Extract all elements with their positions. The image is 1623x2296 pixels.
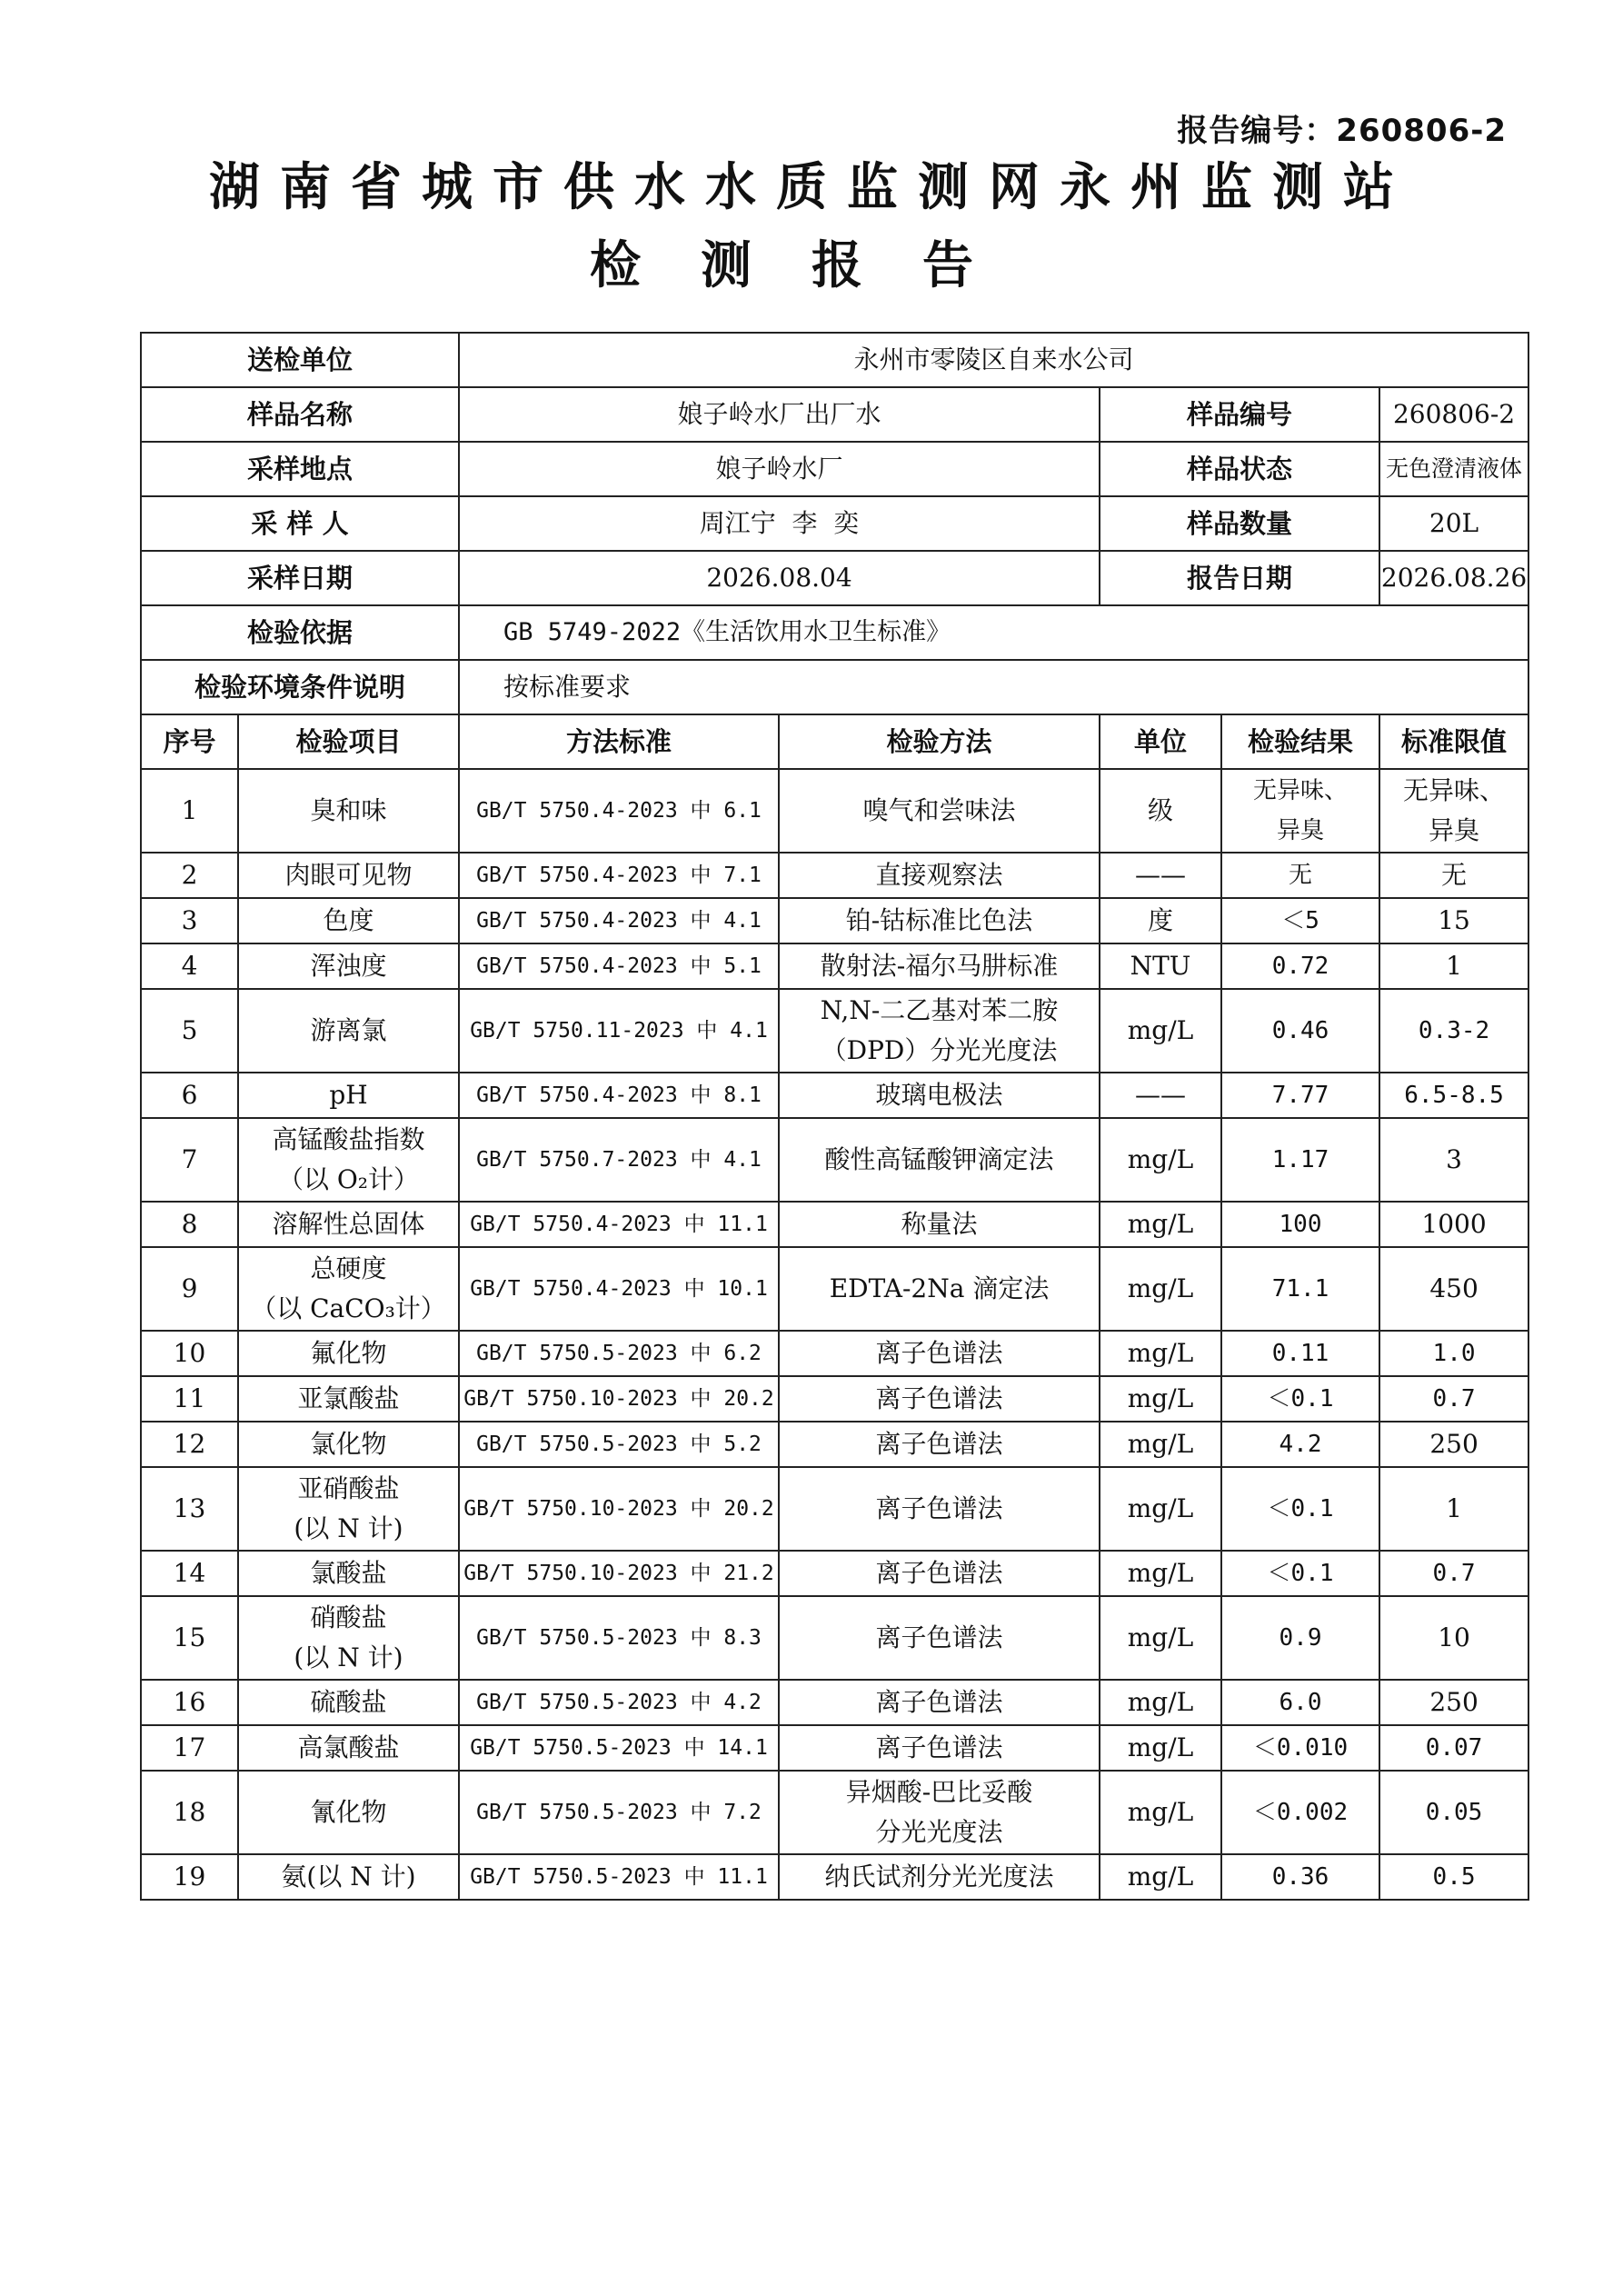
standard-limit: 15 [1379,898,1528,943]
test-result: 0.72 [1221,943,1379,989]
method-standard: GB/T 5750.5-2023 中 4.2 [459,1680,779,1725]
unit: mg/L [1100,1725,1221,1771]
method-standard: GB/T 5750.10-2023 中 20.2 [459,1467,779,1551]
report-number: 报告编号：260806-2 [1177,113,1507,149]
test-item: 游离氯 [238,989,459,1073]
unit: 度 [1100,898,1221,943]
row-number: 14 [141,1551,238,1596]
method-standard: GB/T 5750.5-2023 中 6.2 [459,1331,779,1376]
unit: mg/L [1100,1854,1221,1900]
table-row [141,1771,1528,1854]
test-method: 离子色谱法 [779,1596,1100,1680]
standard-limit: 0.3-2 [1379,989,1528,1073]
table-row [141,769,1528,853]
method-standard: GB/T 5750.4-2023 中 8.1 [459,1073,779,1118]
standard-limit: 无异味、 异臭 [1379,769,1528,853]
test-item: 氰化物 [238,1771,459,1854]
quantity-value: 20L [1379,496,1528,551]
test-result: 0.9 [1221,1596,1379,1680]
basis-label: 检验依据 [141,605,459,660]
method-standard: GB/T 5750.7-2023 中 4.1 [459,1118,779,1202]
standard-limit: 3 [1379,1118,1528,1202]
test-item: 亚氯酸盐 [238,1376,459,1422]
report-title: 湖南省城市供水水质监测网永州监测站 [209,158,1414,217]
test-result: 无异味、 异臭 [1221,769,1379,853]
method-standard: GB/T 5750.4-2023 中 5.1 [459,943,779,989]
standard-limit: 250 [1379,1680,1528,1725]
test-result: ＜0.1 [1221,1467,1379,1551]
test-result: ＜5 [1221,898,1379,943]
test-method: 直接观察法 [779,853,1100,898]
unit: mg/L [1100,1331,1221,1376]
unit: mg/L [1100,1596,1221,1680]
table-row [141,1247,1528,1331]
test-method: N,N-二乙基对苯二胺 （DPD）分光光度法 [779,989,1100,1073]
test-result: ＜0.1 [1221,1551,1379,1596]
client-label: 送检单位 [141,333,459,387]
test-item: 氨(以 N 计) [238,1854,459,1900]
test-item: 硫酸盐 [238,1680,459,1725]
sampler-value: 周江宁 李 奕 [459,496,1100,551]
method-standard: GB/T 5750.10-2023 中 21.2 [459,1551,779,1596]
table-row [141,1854,1528,1900]
test-result: 无 [1221,853,1379,898]
client-value: 永州市零陵区自来水公司 [459,333,1528,387]
test-result: ＜0.010 [1221,1725,1379,1771]
unit: mg/L [1100,1680,1221,1725]
test-item: 高氯酸盐 [238,1725,459,1771]
test-method: 纳氏试剂分光光度法 [779,1854,1100,1900]
standard-limit: 0.05 [1379,1771,1528,1854]
test-method: 称量法 [779,1202,1100,1247]
table-row [141,1596,1528,1680]
report-subtitle: 检测报告 [590,236,1033,295]
test-result: 7.77 [1221,1073,1379,1118]
test-item: 硝酸盐 (以 N 计) [238,1596,459,1680]
table-row [141,989,1528,1073]
unit: mg/L [1100,1771,1221,1854]
standard-limit: 无 [1379,853,1528,898]
test-item: 高锰酸盐指数 （以 O₂计） [238,1118,459,1202]
unit: mg/L [1100,1118,1221,1202]
standard-limit: 1 [1379,1467,1528,1551]
unit: mg/L [1100,1202,1221,1247]
test-item: 色度 [238,898,459,943]
row-number: 3 [141,898,238,943]
test-result: 0.46 [1221,989,1379,1073]
table-row [141,1202,1528,1247]
row-number: 19 [141,1854,238,1900]
row-number: 8 [141,1202,238,1247]
table-row [141,898,1528,943]
sample-name-label: 样品名称 [141,387,459,442]
test-method: 离子色谱法 [779,1551,1100,1596]
unit: mg/L [1100,1551,1221,1596]
method-standard: GB/T 5750.4-2023 中 6.1 [459,769,779,853]
method-standard: GB/T 5750.5-2023 中 11.1 [459,1854,779,1900]
test-method: 酸性高锰酸钾滴定法 [779,1118,1100,1202]
test-item: 浑浊度 [238,943,459,989]
method-standard: GB/T 5750.4-2023 中 7.1 [459,853,779,898]
standard-limit: 1.0 [1379,1331,1528,1376]
method-standard: GB/T 5750.4-2023 中 11.1 [459,1202,779,1247]
test-result: 1.17 [1221,1118,1379,1202]
standard-limit: 6.5-8.5 [1379,1073,1528,1118]
test-result: 100 [1221,1202,1379,1247]
sample-no-value: 260806-2 [1379,387,1528,442]
unit: NTU [1100,943,1221,989]
unit: mg/L [1100,1467,1221,1551]
row-number: 2 [141,853,238,898]
env-value: 按标准要求 [459,660,1528,714]
sample-date-label: 采样日期 [141,551,459,605]
site-value: 娘子岭水厂 [459,442,1100,496]
header-item: 检验项目 [238,714,459,769]
table-row [141,1331,1528,1376]
report-table [140,332,1529,1901]
test-method: 离子色谱法 [779,1725,1100,1771]
test-item: 溶解性总固体 [238,1202,459,1247]
row-number: 13 [141,1467,238,1551]
table-row [141,1073,1528,1118]
standard-limit: 0.07 [1379,1725,1528,1771]
test-method: 嗅气和尝味法 [779,769,1100,853]
unit: mg/L [1100,1422,1221,1467]
sample-no-label: 样品编号 [1100,387,1379,442]
method-standard: GB/T 5750.4-2023 中 10.1 [459,1247,779,1331]
standard-limit: 0.7 [1379,1376,1528,1422]
header-unit: 单位 [1100,714,1221,769]
unit: —— [1100,1073,1221,1118]
method-standard: GB/T 5750.4-2023 中 4.1 [459,898,779,943]
test-method: 离子色谱法 [779,1680,1100,1725]
table-row [141,1551,1528,1596]
unit: 级 [1100,769,1221,853]
report-date-label: 报告日期 [1100,551,1379,605]
unit: mg/L [1100,1376,1221,1422]
row-number: 5 [141,989,238,1073]
row-number: 12 [141,1422,238,1467]
method-standard: GB/T 5750.5-2023 中 8.3 [459,1596,779,1680]
header-result: 检验结果 [1221,714,1379,769]
row-number: 7 [141,1118,238,1202]
standard-limit: 0.7 [1379,1551,1528,1596]
standard-limit: 0.5 [1379,1854,1528,1900]
row-number: 9 [141,1247,238,1331]
table-row [141,1118,1528,1202]
method-standard: GB/T 5750.5-2023 中 14.1 [459,1725,779,1771]
standard-limit: 1000 [1379,1202,1528,1247]
test-result: ＜0.1 [1221,1376,1379,1422]
test-result: ＜0.002 [1221,1771,1379,1854]
unit: mg/L [1100,989,1221,1073]
table-row [141,1725,1528,1771]
table-row [141,943,1528,989]
site-label: 采样地点 [141,442,459,496]
test-method: 散射法-福尔马肼标准 [779,943,1100,989]
unit: mg/L [1100,1247,1221,1331]
test-item: 氯酸盐 [238,1551,459,1596]
row-number: 15 [141,1596,238,1680]
test-item: 臭和味 [238,769,459,853]
state-label: 样品状态 [1100,442,1379,496]
sample-name-value: 娘子岭水厂出厂水 [459,387,1100,442]
header-standard: 方法标准 [459,714,779,769]
sample-date-value: 2026.08.04 [459,551,1100,605]
standard-limit: 1 [1379,943,1528,989]
table-row [141,1680,1528,1725]
test-method: 异烟酸-巴比妥酸 分光光度法 [779,1771,1100,1854]
test-result: 4.2 [1221,1422,1379,1467]
table-row [141,1467,1528,1551]
standard-limit: 450 [1379,1247,1528,1331]
row-number: 17 [141,1725,238,1771]
header-limit: 标准限值 [1379,714,1528,769]
test-item: 肉眼可见物 [238,853,459,898]
test-item: 总硬度 （以 CaCO₃计） [238,1247,459,1331]
method-standard: GB/T 5750.5-2023 中 5.2 [459,1422,779,1467]
method-standard: GB/T 5750.5-2023 中 7.2 [459,1771,779,1854]
standard-limit: 250 [1379,1422,1528,1467]
test-method: 离子色谱法 [779,1467,1100,1551]
table-row [141,1376,1528,1422]
method-standard: GB/T 5750.11-2023 中 4.1 [459,989,779,1073]
test-method: 铂-钴标准比色法 [779,898,1100,943]
test-item: 氯化物 [238,1422,459,1467]
state-value: 无色澄清液体 [1379,442,1528,496]
test-method: 玻璃电极法 [779,1073,1100,1118]
report-date-value: 2026.08.26 [1379,551,1528,605]
test-item: 氟化物 [238,1331,459,1376]
test-result: 71.1 [1221,1247,1379,1331]
row-number: 6 [141,1073,238,1118]
method-standard: GB/T 5750.10-2023 中 20.2 [459,1376,779,1422]
test-result: 0.11 [1221,1331,1379,1376]
test-item: 亚硝酸盐 (以 N 计) [238,1467,459,1551]
env-label: 检验环境条件说明 [141,660,459,714]
header-no: 序号 [141,714,238,769]
header-method: 检验方法 [779,714,1100,769]
test-method: 离子色谱法 [779,1422,1100,1467]
row-number: 4 [141,943,238,989]
basis-value: GB 5749-2022《生活饮用水卫生标准》 [459,605,1528,660]
test-method: 离子色谱法 [779,1331,1100,1376]
row-number: 10 [141,1331,238,1376]
row-number: 16 [141,1680,238,1725]
row-number: 18 [141,1771,238,1854]
unit: —— [1100,853,1221,898]
test-method: EDTA-2Na 滴定法 [779,1247,1100,1331]
table-row [141,1422,1528,1467]
test-result: 0.36 [1221,1854,1379,1900]
row-number: 1 [141,769,238,853]
quantity-label: 样品数量 [1100,496,1379,551]
table-row [141,853,1528,898]
standard-limit: 10 [1379,1596,1528,1680]
test-item: pH [238,1073,459,1118]
sampler-label: 采 样 人 [141,496,459,551]
test-method: 离子色谱法 [779,1376,1100,1422]
row-number: 11 [141,1376,238,1422]
test-result: 6.0 [1221,1680,1379,1725]
